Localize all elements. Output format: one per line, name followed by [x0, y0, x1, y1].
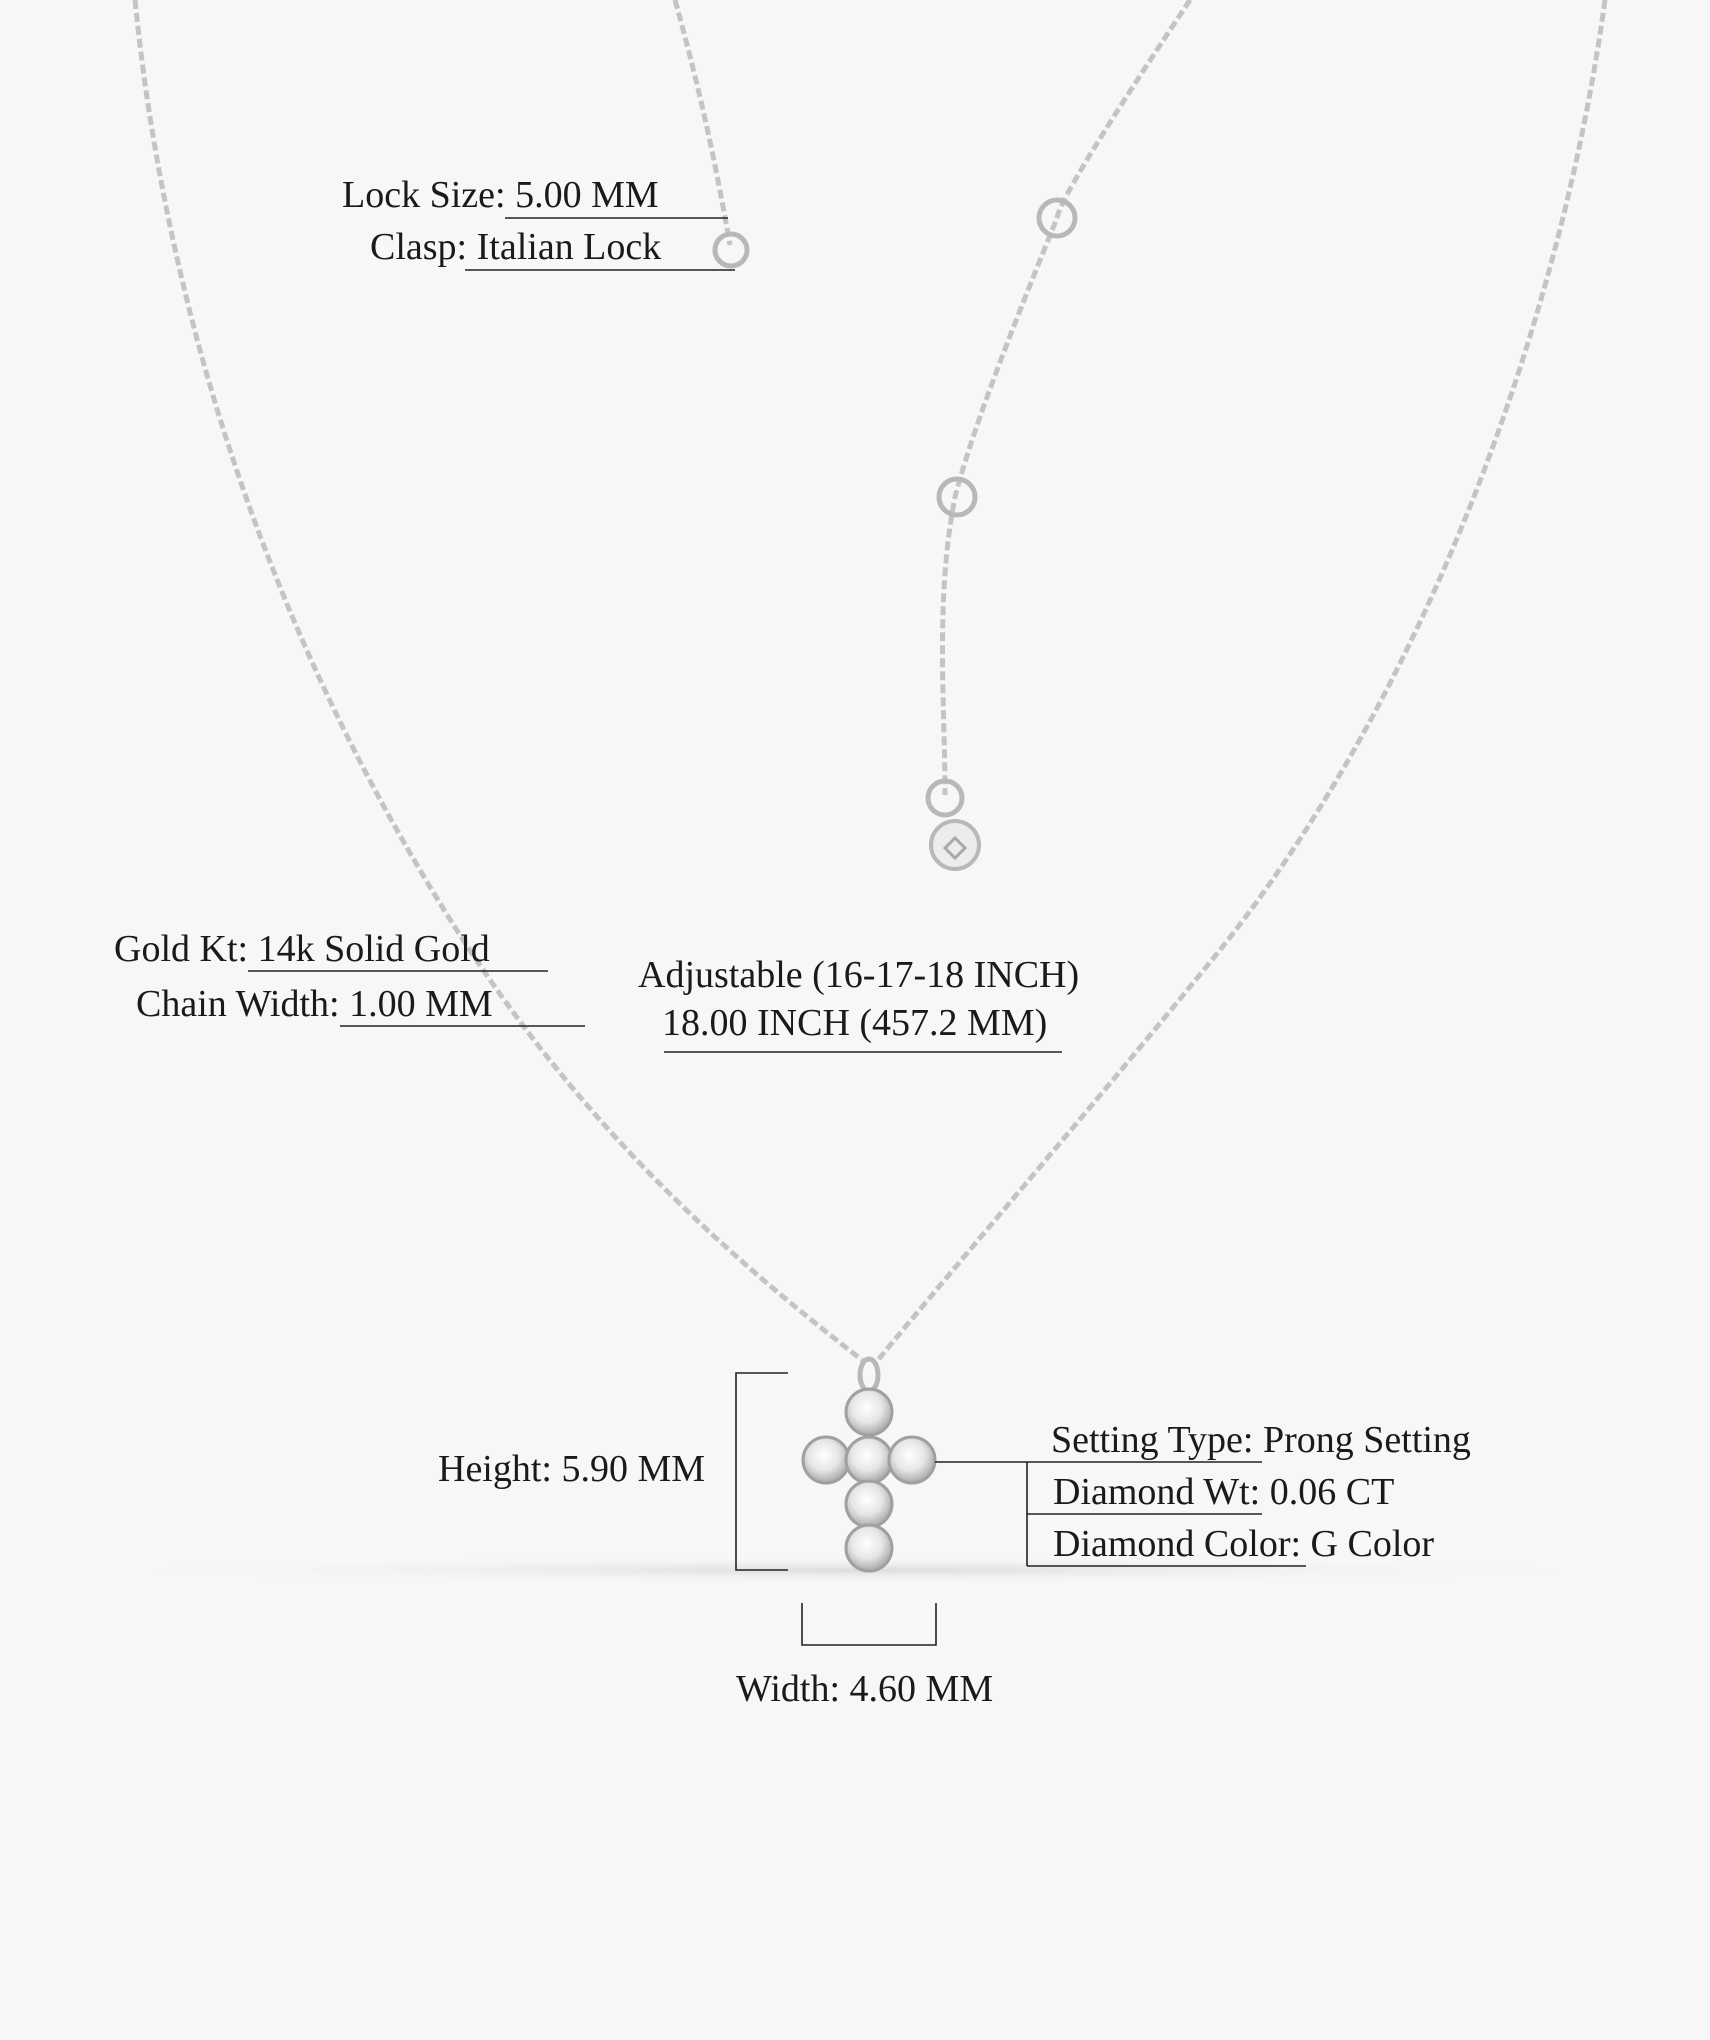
setting-type-label	[1051, 1418, 1471, 1462]
height-value: 5.90 MM	[561, 1448, 706, 1490]
height-key: Height:	[438, 1448, 552, 1490]
setting-type-value: Prong Setting	[1262, 1419, 1471, 1461]
diamond-wt-label	[1053, 1470, 1394, 1514]
chain-width-key: Chain Width:	[136, 983, 340, 1025]
clasp-lock	[715, 234, 747, 266]
gold-kt-key: Gold Kt:	[114, 928, 249, 970]
pendant-bail	[860, 1359, 878, 1391]
diamond-wt-value: 0.06 CT	[1269, 1471, 1395, 1513]
diamond-color-label	[1053, 1522, 1434, 1566]
diamond-color-key: Diamond Color:	[1053, 1523, 1302, 1565]
clasp-value: Italian Lock	[476, 226, 662, 268]
width-value: 4.60 MM	[849, 1668, 994, 1710]
extender-chain	[943, 0, 1191, 795]
clasp-label	[370, 225, 661, 269]
clasp-chain	[675, 0, 730, 245]
lock-size-value: 5.00 MM	[515, 174, 659, 216]
clasp-key: Clasp:	[370, 226, 468, 268]
chain-width-value: 1.00 MM	[349, 983, 493, 1025]
gold-kt-label	[114, 927, 490, 971]
chain-right-strand	[878, 0, 1605, 1360]
cross-pendant	[803, 1389, 935, 1571]
extender-tag	[931, 821, 979, 869]
width-label	[736, 1667, 993, 1711]
setting-type-key: Setting Type:	[1051, 1419, 1254, 1461]
lock-size-label	[342, 173, 659, 217]
extender-ring	[928, 781, 962, 815]
diamond-wt-key: Diamond Wt:	[1053, 1471, 1261, 1513]
length-total: 18.00 INCH (457.2 MM)	[662, 1002, 1048, 1044]
diamond-color-value: G Color	[1310, 1523, 1435, 1565]
width-key: Width:	[736, 1668, 841, 1710]
lock-size-key: Lock Size:	[342, 174, 506, 216]
gold-kt-value: 14k Solid Gold	[257, 928, 490, 970]
chain-width-label	[136, 982, 493, 1026]
length-adjustable: Adjustable (16-17-18 INCH)	[638, 954, 1080, 996]
height-label	[438, 1447, 705, 1491]
